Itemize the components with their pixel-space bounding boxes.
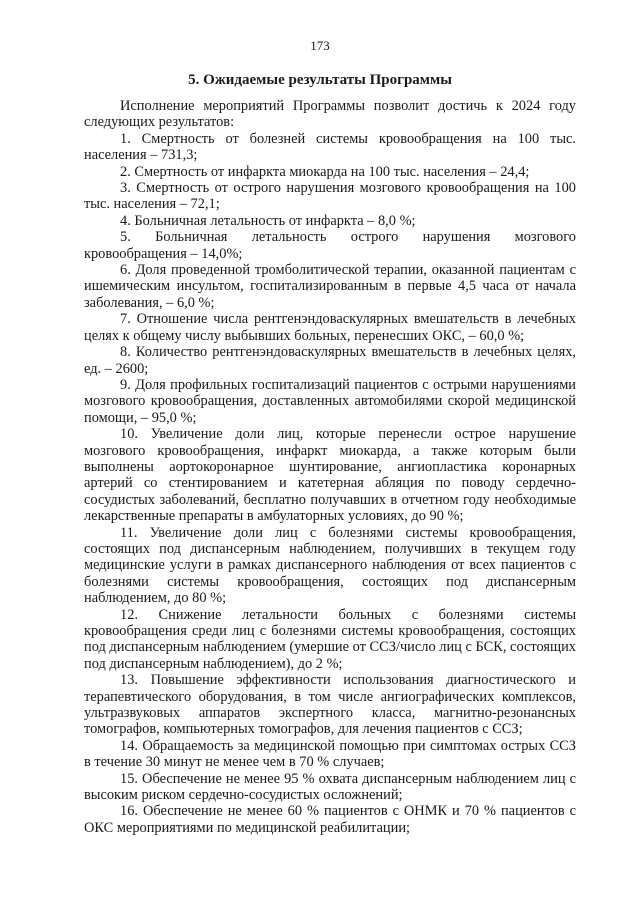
result-item-10: 10. Увеличение доли лиц, которые перенесли острое нарушение мозгового кровообращения, инфаркт миокарда, а также которым были выполнены аортокоронарное шунтирование, ангиопластика коронарных артерий со стентированием и катетерная абляция по поводу сердечно-сосудистых заболеваний, бесплатно получавших в отчетном году необходимые лекарственные препараты в амбулаторных условиях, до 90 %; bbox=[84, 426, 576, 525]
document-body bbox=[84, 98, 576, 836]
result-item-7: 7. Отношение числа рентгенэндоваскулярных вмешательств в лечебных целях к общему числу выбывших больных, перенесших ОКС, – 60,0 %; bbox=[84, 311, 576, 344]
result-item-14: 14. Обращаемость за медицинской помощью при симптомах острых ССЗ в течение 30 минут не менее чем в 70 % случаев; bbox=[84, 737, 576, 771]
result-item-13: 13. Повышение эффективности использования диагностического и терапевтического оборудования, в том числе ангиографических комплексов, ультразвуковых аппаратов экспертного класса, магнитно-резонансных томографов, компьютерных томографов, для лечения пациентов с ССЗ; bbox=[84, 672, 576, 738]
result-item-3: 3. Смертность от острого нарушения мозгового кровообращения на 100 тыс. населения – 72,1; bbox=[84, 180, 576, 213]
result-item-4: 4. Больничная летальность от инфаркта – 8,0 %; bbox=[120, 212, 416, 229]
result-item-5: 5. Больничная летальность острого нарушения мозгового кровообращения – 14,0%; bbox=[84, 229, 576, 262]
section-heading: 5. Ожидаемые результаты Программы bbox=[188, 72, 452, 88]
result-item-6: 6. Доля проведенной тромболитической терапии, оказанной пациентам с ишемическим инсультом, госпитализированным в первые 4,5 часа от начала заболевания, – 6,0 %; bbox=[84, 262, 576, 311]
page-number: 173 bbox=[310, 38, 330, 53]
result-item-16: 16. Обеспечение не менее 60 % пациентов с ОНМК и 70 % пациентов с ОКС мероприятиями по медицинской реабилитации; bbox=[84, 803, 576, 836]
result-item-9: 9. Доля профильных госпитализаций пациентов с острыми нарушениями мозгового кровообращения, доставленных автомобилями скорой медицинской помощи, – 95,0 %; bbox=[84, 376, 576, 426]
result-item-11: 11. Увеличение доли лиц с болезнями системы кровообращения, состоящих под диспансерным наблюдением, получивших в текущем году медицинские услуги в рамках диспансерного наблюдения от всех пациентов с болезнями системы кровообращения, состоящих под диспансерным наблюдением, до 80 %; bbox=[84, 524, 576, 607]
result-item-1: 1. Смертность от болезней системы кровообращения на 100 тыс. населения – 731,3; bbox=[84, 130, 576, 164]
result-item-2: 2. Смертность от инфаркта миокарда на 100 тыс. населения – 24,4; bbox=[120, 163, 530, 180]
intro-paragraph: Исполнение мероприятий Программы позволит достичь к 2024 году следующих результатов: bbox=[84, 98, 576, 131]
result-item-12: 12. Снижение летальности больных с болезнями системы кровообращения среди лиц с болезнями системы кровообращения, состоящих под диспансерным наблюдением (умершие от ССЗ/число лиц с БСК, состоящих под диспансерным наблюдением), до 2 %; bbox=[84, 606, 576, 672]
result-item-8: 8. Количество рентгенэндоваскулярных вмешательств в лечебных целях, ед. – 2600; bbox=[84, 344, 576, 377]
result-item-15: 15. Обеспечение не менее 95 % охвата диспансерным наблюдением лиц с высоким риском сердечно-сосудистых осложнений; bbox=[84, 770, 576, 804]
